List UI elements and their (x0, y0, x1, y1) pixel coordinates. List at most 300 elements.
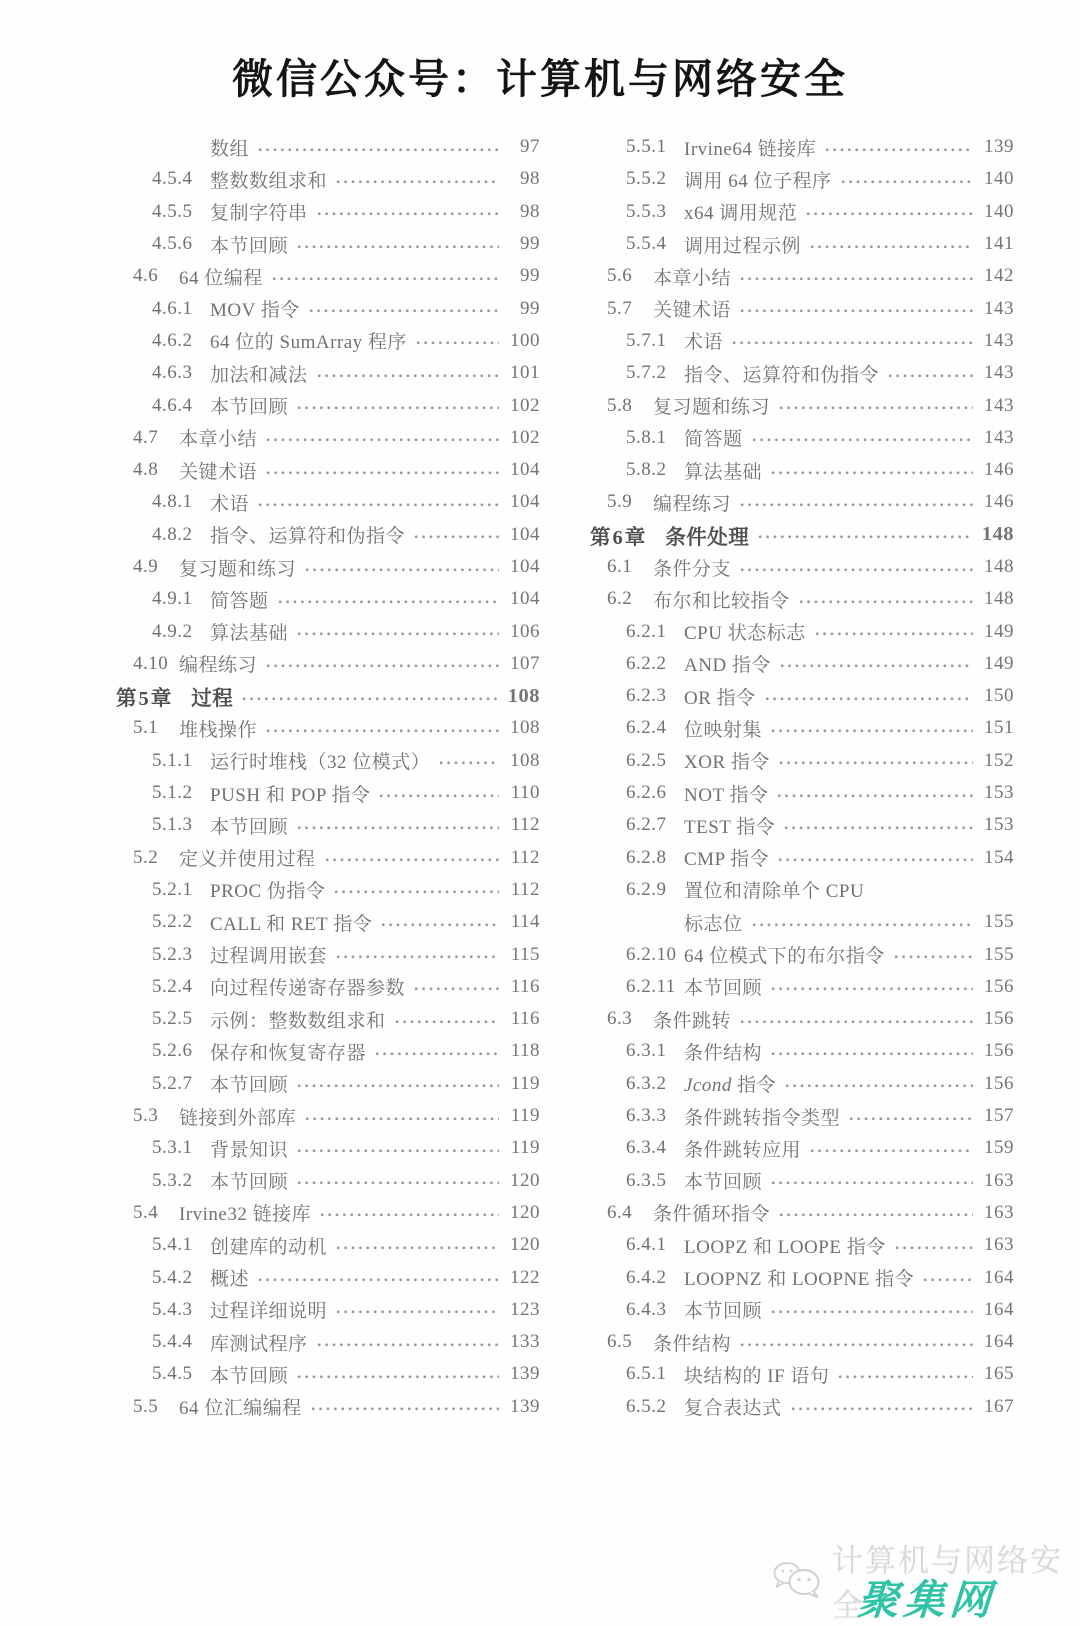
toc-entry (590, 260, 1014, 292)
dot-leader (297, 1083, 499, 1090)
toc-entry-page: 98 (520, 200, 540, 222)
toc-entry-page: 164 (984, 1298, 1014, 1320)
toc-entry-title: 编程练习 (653, 493, 732, 515)
dot-leader (771, 1309, 973, 1316)
toc-entry-page: 146 (984, 491, 1014, 513)
toc-entry-page: 150 (984, 685, 1014, 707)
toc-column-left (116, 131, 540, 1423)
toc-entry-title: OR 指令 (684, 687, 756, 709)
toc-entry-title: 堆栈操作 (179, 719, 258, 741)
dot-leader (778, 857, 973, 864)
toc-entry (116, 1294, 540, 1326)
toc-entry-page: 163 (984, 1234, 1014, 1256)
toc-entry (590, 745, 1014, 777)
toc-entry (116, 454, 540, 486)
toc-entry (116, 809, 540, 841)
toc-entry (590, 228, 1014, 260)
toc-entry (590, 615, 1014, 647)
toc-entry-title: Jcond 指令 (684, 1075, 777, 1097)
toc-entry-title: 条件循环指令 (653, 1204, 771, 1226)
toc-entry-number: 5.5.3 (626, 200, 667, 222)
dot-leader (810, 1148, 973, 1155)
toc-entry (116, 1358, 540, 1390)
toc-entry-number: 5.3.1 (152, 1137, 193, 1159)
toc-entry-page: 120 (510, 1169, 540, 1191)
dot-leader (806, 211, 973, 218)
toc-entry-page: 142 (984, 265, 1014, 287)
dot-leader (740, 567, 973, 574)
toc-entry-number: 5.2.5 (152, 1008, 193, 1030)
dot-leader (785, 1083, 973, 1090)
toc-entry-page: 154 (984, 846, 1014, 868)
toc-entry-number: 4.6.3 (152, 362, 193, 384)
toc-entry-number: 5.3 (133, 1105, 159, 1127)
dot-leader (779, 1212, 973, 1219)
toc-entry-number: 5.5 (133, 1395, 159, 1417)
toc-entry (590, 1229, 1014, 1261)
toc-entry (116, 1068, 540, 1100)
dot-leader (838, 1374, 973, 1381)
dot-leader (297, 825, 499, 832)
toc-entry-title: Irvine64 链接库 (684, 138, 817, 160)
toc-entry-page: 163 (984, 1201, 1014, 1223)
toc-entry (116, 1003, 540, 1035)
toc-entry-title: 复习题和练习 (179, 558, 297, 580)
toc-entry-page: 106 (510, 620, 540, 642)
dot-leader (317, 1342, 499, 1349)
toc-entry (116, 971, 540, 1003)
dot-leader (771, 728, 973, 735)
toc-entry-title: XOR 指令 (684, 752, 770, 774)
toc-entry-number: 6.3.4 (626, 1137, 667, 1159)
toc-entry-number: 5.4 (133, 1201, 159, 1223)
toc-entry (116, 357, 540, 389)
toc-entry-page: 99 (520, 297, 540, 319)
toc-entry-title: 整数数组求和 (210, 170, 328, 192)
dot-leader (414, 986, 499, 993)
toc-entry-number: 5.1.3 (152, 814, 193, 836)
toc-entry-page: 163 (984, 1169, 1014, 1191)
toc-entry-title: 64 位的 SumArray 程序 (210, 332, 407, 354)
toc-entry-title: 复习题和练习 (653, 397, 771, 419)
dot-leader (740, 276, 973, 283)
toc-entry-page: 99 (520, 265, 540, 287)
toc-entry (590, 1068, 1014, 1100)
toc-entry-page: 104 (510, 556, 540, 577)
toc-entry-title: 简答题 (684, 429, 743, 451)
toc-entry-page: 155 (984, 943, 1014, 965)
dot-leader (297, 1180, 499, 1187)
toc-entry-title: PROC 伪指令 (210, 881, 326, 903)
toc-entry-page: 153 (984, 782, 1014, 804)
toc-entry (590, 519, 1014, 551)
toc-entry (116, 745, 540, 777)
toc-entry-page: 155 (984, 911, 1014, 933)
dot-leader (895, 1245, 973, 1252)
dot-leader (317, 373, 499, 380)
toc-entry-title: 条件结构 (653, 1333, 732, 1355)
toc-entry (590, 809, 1014, 841)
toc-entry (590, 842, 1014, 874)
toc-entry-number: 4.6 (133, 265, 159, 287)
toc-entry-page: 143 (984, 426, 1014, 448)
dot-leader (336, 179, 499, 186)
toc-entry-number: 4.8.1 (152, 491, 193, 513)
toc-entry-number: 6.2.6 (626, 782, 667, 804)
toc-entry-title: 本节回顾 (210, 1365, 289, 1387)
toc-entry (590, 1132, 1014, 1164)
toc-entry-number: 5.1 (133, 717, 159, 739)
toc-entry-number: 5.2 (133, 846, 159, 868)
toc-entry-number: 5.2.1 (152, 878, 193, 900)
toc-entry-number: 第6章 (590, 526, 648, 549)
toc-entry-number: 5.7.1 (626, 329, 667, 351)
toc-entry (590, 551, 1014, 583)
toc-entry-number: 4.7 (133, 426, 159, 448)
toc-entry-title: 本节回顾 (684, 978, 763, 1000)
toc-entry-title: 关键术语 (179, 461, 258, 483)
toc-entry-title: 条件结构 (684, 1042, 763, 1064)
toc-entry (116, 1035, 540, 1067)
toc-entry-number: 5.2.6 (152, 1040, 193, 1062)
toc-entry-title: 术语 (684, 332, 724, 354)
toc-entry (590, 1391, 1014, 1423)
toc-entry (116, 777, 540, 809)
toc-entry-number: 5.4.1 (152, 1234, 193, 1256)
dot-leader (258, 1277, 499, 1284)
toc-entry-page: 164 (984, 1266, 1014, 1288)
toc-entry-number: 5.5.4 (626, 233, 667, 255)
toc-entry (116, 519, 540, 551)
dot-leader (272, 276, 499, 283)
toc-entry-title: 库测试程序 (210, 1333, 308, 1355)
toc-entry-title: 创建库的动机 (210, 1236, 328, 1258)
dot-leader (779, 405, 973, 412)
toc-entry-number: 4.5.4 (152, 168, 193, 190)
toc-entry-page: 120 (510, 1234, 540, 1256)
toc-entry-page: 149 (984, 652, 1014, 674)
toc-entry-page: 140 (984, 168, 1014, 190)
toc-entry (590, 486, 1014, 518)
dot-leader (375, 1051, 499, 1058)
dot-leader (305, 1116, 499, 1123)
toc-entry (116, 712, 540, 744)
toc-entry-page: 122 (510, 1266, 540, 1288)
toc-entry-page: 167 (984, 1395, 1014, 1417)
toc-entry-title: 64 位模式下的布尔指令 (684, 946, 885, 968)
toc-entry-number: 5.5.2 (626, 168, 667, 190)
toc-entry-page: 156 (984, 1008, 1014, 1030)
toc-entry-title: 本节回顾 (684, 1301, 763, 1323)
toc-entry-page: 164 (984, 1331, 1014, 1353)
toc-entry-title: 算法基础 (684, 461, 763, 483)
toc-entry-page: 152 (984, 749, 1014, 771)
toc-entry-number: 5.1.1 (152, 749, 193, 771)
toc-entry (590, 938, 1014, 970)
toc-entry-number: 4.6.1 (152, 297, 193, 319)
toc-entry (590, 1197, 1014, 1229)
toc-entry-title: 本节回顾 (210, 397, 289, 419)
dot-leader (266, 437, 499, 444)
toc-entry-number: 6.1 (607, 556, 633, 577)
toc-entry-page: 156 (984, 975, 1014, 997)
toc-entry-page: 165 (984, 1363, 1014, 1385)
toc-entry-page: 123 (510, 1298, 540, 1320)
toc-entry-number: 6.2.7 (626, 814, 667, 836)
toc-entry-number: 4.6.2 (152, 329, 193, 351)
dot-leader (266, 470, 499, 477)
dot-leader (740, 1019, 973, 1026)
toc-entry (116, 131, 540, 163)
toc-entry-title: x64 调用规范 (684, 203, 798, 225)
toc-entry-number: 4.9.2 (152, 620, 193, 642)
toc-entry-number: 5.8.2 (626, 459, 667, 481)
toc-entry-number: 6.2.8 (626, 846, 667, 868)
toc-entry-title: 简答题 (210, 590, 269, 612)
toc-entry-number: 5.1.2 (152, 782, 193, 804)
toc-entry-number: 6.3.5 (626, 1169, 667, 1191)
toc-entry (116, 842, 540, 874)
dot-leader (242, 696, 499, 703)
toc-entry-title: NOT 指令 (684, 784, 769, 806)
dot-leader (923, 1277, 973, 1284)
dot-leader (841, 179, 973, 186)
toc-entry-title: 加法和减法 (210, 364, 308, 386)
toc-entry-title: 布尔和比较指令 (653, 590, 790, 612)
toc-entry (590, 712, 1014, 744)
toc-entry-title: CMP 指令 (684, 849, 770, 871)
toc-entry (590, 1165, 1014, 1197)
toc-entry-title: 标志位 (684, 913, 743, 935)
dot-leader (309, 308, 499, 315)
toc-entry-title: 本节回顾 (210, 1075, 289, 1097)
dot-leader (740, 502, 973, 509)
toc-entry-page: 153 (984, 814, 1014, 836)
toc-entry (590, 777, 1014, 809)
dot-leader (894, 954, 973, 961)
toc-entry-page: 149 (984, 620, 1014, 642)
toc-entry (116, 422, 540, 454)
toc-entry (590, 971, 1014, 1003)
toc-entry-page: 119 (510, 1105, 540, 1127)
toc-entry (116, 1261, 540, 1293)
toc-entry (590, 1100, 1014, 1132)
toc-entry-title: 调用 64 位子程序 (684, 170, 832, 192)
toc-entry-title: TEST 指令 (684, 816, 776, 838)
toc-entry-number: 5.2.3 (152, 943, 193, 965)
dot-leader (732, 340, 973, 347)
toc-entry-page: 140 (984, 200, 1014, 222)
toc-entry-page: 141 (984, 233, 1014, 255)
toc-entry-title: 复制字符串 (210, 203, 308, 225)
toc-entry-number: 5.4.5 (152, 1363, 193, 1385)
toc-entry-number: 5.2.4 (152, 975, 193, 997)
toc-entry-page: 139 (510, 1395, 540, 1417)
toc-entry (116, 583, 540, 615)
toc-entry-title: Irvine32 链接库 (179, 1204, 312, 1226)
toc-entry (116, 938, 540, 970)
toc-entry-number: 5.4.4 (152, 1331, 193, 1353)
toc-entry-number: 6.2.9 (626, 878, 667, 900)
footer-brand-text: 计算机与网络安全 (832, 1543, 1063, 1623)
toc-entry-number: 6.5 (607, 1331, 633, 1353)
toc-entry-title: 指令、运算符和伪指令 (684, 364, 880, 386)
toc-entry (590, 648, 1014, 680)
toc-entry-page: 159 (984, 1137, 1014, 1159)
toc-entry-title: 调用过程示例 (684, 235, 802, 257)
toc-entry (590, 196, 1014, 228)
toc-entry (590, 1003, 1014, 1035)
toc-entry-page: 148 (984, 588, 1014, 610)
toc-entry-title: 条件跳转指令类型 (684, 1107, 841, 1129)
toc-entry-number: 5.2.2 (152, 911, 193, 933)
toc-entry-title: 术语 (210, 493, 250, 515)
toc-entry-number: 6.2.5 (626, 749, 667, 771)
dot-leader (266, 663, 499, 670)
dot-leader (334, 889, 499, 896)
dot-leader (740, 1342, 973, 1349)
toc-entry-title: 本节回顾 (684, 1172, 763, 1194)
toc-entry-title: 本节回顾 (210, 235, 289, 257)
toc-entry-number: 6.4.3 (626, 1298, 667, 1320)
dot-leader (311, 1406, 499, 1413)
toc-entry-number: 6.3.1 (626, 1040, 667, 1062)
toc-entry (590, 422, 1014, 454)
toc-entry (116, 1326, 540, 1358)
dot-leader (810, 244, 973, 251)
toc-entry-page: 115 (510, 943, 540, 965)
toc-entry-number: 5.8 (607, 394, 633, 416)
toc-entry-title: CALL 和 RET 指令 (210, 913, 373, 935)
toc-entry (116, 486, 540, 518)
dot-leader (278, 599, 499, 606)
toc-entry-title: 过程详细说明 (210, 1301, 328, 1323)
toc-entry-number: 6.2.4 (626, 717, 667, 739)
toc-entry (116, 1229, 540, 1261)
toc-entry (590, 906, 1014, 938)
toc-entry-page: 108 (507, 684, 540, 707)
toc-entry-title: 数组 (210, 138, 250, 160)
toc-entry-number: 6.4.1 (626, 1234, 667, 1256)
toc-entry-title: 过程调用嵌套 (210, 946, 328, 968)
toc-entry-page: 112 (510, 846, 540, 868)
toc-entry-number: 5.6 (607, 265, 633, 287)
toc-entry (590, 292, 1014, 324)
toc-entry-title: 条件跳转应用 (684, 1139, 802, 1161)
dot-leader (771, 1051, 973, 1058)
toc-entry (590, 874, 1014, 906)
dot-leader (414, 534, 499, 541)
toc-entry-number: 6.2.11 (626, 975, 676, 997)
toc-entry-title: 链接到外部库 (179, 1107, 297, 1129)
toc-entry (116, 228, 540, 260)
toc-entry (116, 1100, 540, 1132)
dot-leader (815, 631, 973, 638)
toc-column-right (590, 131, 1014, 1423)
toc-entry-title: 保存和恢复寄存器 (210, 1042, 367, 1064)
toc-entry-page: 119 (510, 1072, 540, 1094)
toc-entry-number: 5.4.2 (152, 1266, 193, 1288)
toc-entry-number: 4.8.2 (152, 523, 193, 545)
dot-leader (297, 1148, 499, 1155)
toc-entry-page: 151 (984, 717, 1014, 739)
dot-leader (297, 631, 499, 638)
dot-leader (416, 340, 499, 347)
dot-leader (297, 244, 499, 251)
toc-entry-page: 139 (984, 136, 1014, 158)
toc-entry-title: 背景知识 (210, 1139, 289, 1161)
dot-leader (258, 147, 499, 154)
dot-leader (317, 211, 499, 218)
page-title: 微信公众号：计算机与网络安全 (232, 56, 848, 102)
toc-entry-page: 133 (510, 1331, 540, 1353)
dot-leader (297, 1374, 499, 1381)
toc-entry (590, 325, 1014, 357)
dot-leader (297, 405, 499, 412)
toc-entry-number: 6.4 (607, 1201, 633, 1223)
toc-entry-number: 6.2.3 (626, 685, 667, 707)
toc-entry-number: 6.5.1 (626, 1363, 667, 1385)
dot-leader (320, 1212, 499, 1219)
toc-entry-title: 位映射集 (684, 719, 763, 741)
toc-entry-title: 算法基础 (210, 623, 289, 645)
toc-entry (590, 389, 1014, 421)
toc-entry-number: 6.2.2 (626, 652, 667, 674)
toc-entry-number: 6.2 (607, 588, 633, 610)
toc-entry (590, 1294, 1014, 1326)
dot-leader (771, 1180, 973, 1187)
toc-entry-title: 本节回顾 (210, 1172, 289, 1194)
dot-leader (771, 470, 973, 477)
dot-leader (395, 1019, 499, 1026)
toc-entry-title: LOOPZ 和 LOOPE 指令 (684, 1236, 886, 1258)
toc-entry (116, 680, 540, 712)
toc-entry-page: 114 (510, 911, 540, 933)
toc-entry (590, 1358, 1014, 1390)
toc-entry-number: 5.8.1 (626, 426, 667, 448)
toc-entry-page: 112 (510, 878, 540, 900)
toc-entry-title: 编程练习 (179, 655, 258, 677)
dot-leader (336, 1309, 499, 1316)
toc-entry (116, 389, 540, 421)
toc-entry-page: 100 (510, 329, 540, 351)
toc-entry (590, 454, 1014, 486)
toc-entry-page: 104 (510, 523, 540, 545)
toc-entry (116, 648, 540, 680)
toc-entry-number: 5.3.2 (152, 1169, 193, 1191)
toc-entry-number: 5.9 (607, 491, 633, 513)
toc-entry-title: 指令、运算符和伪指令 (210, 526, 406, 548)
toc-entry (116, 551, 540, 583)
toc-entry-title: 运行时堆栈（32 位模式） (210, 752, 431, 774)
toc-entry-number: 4.6.4 (152, 394, 193, 416)
toc-entry-page: 116 (510, 1008, 540, 1030)
dot-leader (266, 728, 499, 735)
toc-entry-title: 概述 (210, 1269, 250, 1291)
toc-entry-page: 102 (510, 426, 540, 448)
toc-entry-page: 148 (984, 556, 1014, 577)
toc-entry (116, 874, 540, 906)
toc-entry (116, 1165, 540, 1197)
toc-entry (116, 163, 540, 195)
toc-entry-number: 5.2.7 (152, 1072, 193, 1094)
dot-leader (758, 534, 973, 541)
toc-entry (116, 325, 540, 357)
toc-entry-page: 119 (510, 1137, 540, 1159)
dot-leader (784, 825, 973, 832)
toc-entry (590, 1261, 1014, 1293)
toc-entry-title: 示例：整数数组求和 (210, 1010, 386, 1032)
